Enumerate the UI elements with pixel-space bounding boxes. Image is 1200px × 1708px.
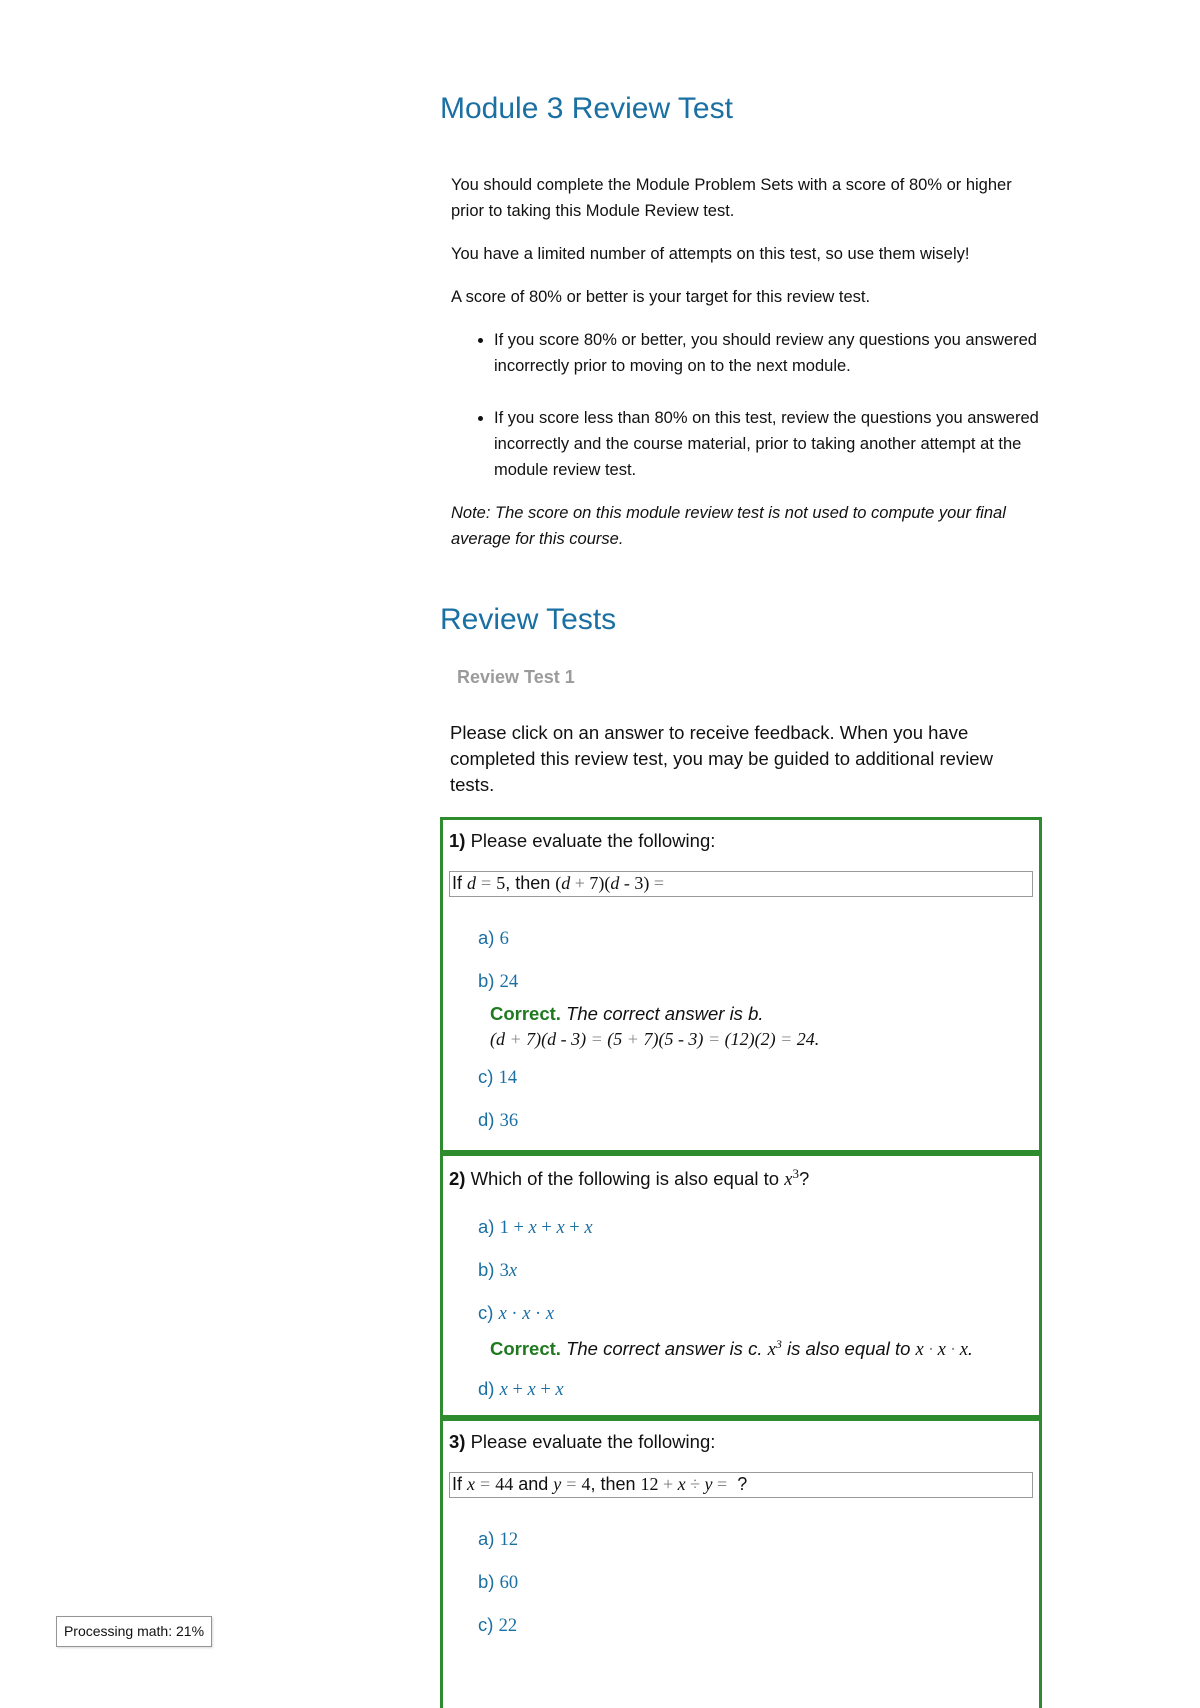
option-letter: b) — [478, 970, 495, 991]
option-answer: 36 — [499, 1111, 519, 1131]
option-letter: a) — [478, 927, 495, 948]
intro-paragraph-2: You have a limited number of attempts on this test, so use them wisely! — [451, 245, 970, 263]
question-card-2 — [440, 1153, 1042, 1418]
intro-bullet-item: • If you score 80% or better, you should review any questions you answered incorrectly prior to moving on to the next module. — [494, 327, 1041, 379]
feedback-work — [490, 1029, 819, 1050]
option-answer: x · x · x — [498, 1304, 555, 1324]
answer-option-d[interactable] — [478, 1378, 564, 1401]
question-prompt-text: Please evaluate the following: — [470, 830, 716, 851]
intro-bullet-list — [451, 327, 1041, 483]
answer-feedback — [490, 1337, 973, 1361]
option-letter: c) — [478, 1066, 494, 1087]
option-letter: b) — [478, 1259, 495, 1280]
expression-text: If d = 5, then (d + 7)(d - 3) = — [452, 873, 665, 893]
option-letter: c) — [478, 1614, 494, 1635]
intro-note: Note: The score on this module review test is not used to compute your final average for this course. — [451, 504, 1006, 548]
option-answer: 12 — [499, 1530, 519, 1550]
feedback-status: Correct. — [490, 1003, 561, 1024]
feedback-work-text: (d + 7)(d - 3) = (5 + 7)(5 - 3) = (12)(2) = 24. — [490, 1029, 820, 1049]
intro-bullet-item: • If you score less than 80% on this test, review the questions you answered incorrectly and the course material, prior to taking another attempt at the module review test. — [494, 405, 1041, 483]
option-letter: d) — [478, 1378, 495, 1399]
answer-option-c[interactable] — [478, 1302, 554, 1325]
question-expression — [449, 871, 1033, 897]
answer-option-c[interactable] — [478, 1614, 517, 1637]
option-letter: d) — [478, 1109, 495, 1130]
question-expression — [449, 1472, 1033, 1498]
option-answer: 6 — [499, 929, 509, 949]
question-card-3 — [440, 1418, 1042, 1708]
answer-option-d[interactable] — [478, 1109, 518, 1132]
intro-paragraph-1: You should complete the Module Problem Sets with a score of 80% or higher prior to taking this Module Review test. — [451, 176, 1012, 220]
question-prompt-text: Please evaluate the following: — [470, 1431, 716, 1452]
feedback-text: The correct answer is b. — [566, 1003, 764, 1024]
option-letter: b) — [478, 1571, 495, 1592]
processing-math-status: Processing math: 21% — [56, 1616, 212, 1647]
question-card-1 — [440, 817, 1042, 1153]
answer-option-b[interactable] — [478, 1259, 517, 1282]
answer-option-a[interactable] — [478, 1216, 593, 1239]
question-prompt — [449, 1166, 809, 1191]
option-answer: x + x + x — [499, 1380, 564, 1400]
option-answer: 24 — [499, 972, 519, 992]
question-prompt-text: Which of the following is also equal to $x^3$? — [470, 1166, 810, 1191]
feedback-status: Correct. — [490, 1338, 561, 1360]
section-title: Review Tests — [440, 603, 617, 636]
question-number: 1) — [449, 830, 466, 851]
page-title: Module 3 Review Test — [440, 92, 733, 125]
feedback-text: The correct answer is c. $x^3$ is also equal to x · x · x. — [566, 1337, 974, 1361]
instructions-text: Please click on an answer to receive feedback. When you have completed this review test, you may be guided to additional review tests. — [450, 722, 993, 795]
question-prompt — [449, 830, 715, 852]
answer-option-b[interactable] — [478, 970, 518, 993]
option-answer: 14 — [498, 1068, 518, 1088]
question-number: 2) — [449, 1168, 466, 1190]
question-prompt — [449, 1431, 715, 1453]
answer-option-c[interactable] — [478, 1066, 517, 1089]
option-letter: c) — [478, 1302, 494, 1323]
answer-option-a[interactable] — [478, 1528, 518, 1551]
expression-text: If x = 44 and y = 4, then 12 + x ÷ y = ? — [452, 1474, 748, 1494]
option-letter: a) — [478, 1216, 495, 1237]
question-number: 3) — [449, 1431, 466, 1452]
intro-section — [451, 172, 1041, 569]
intro-paragraph-3: A score of 80% or better is your target for this review test. — [451, 288, 871, 306]
answer-option-b[interactable] — [478, 1571, 518, 1594]
option-answer: 1 + x + x + x — [499, 1218, 593, 1238]
option-answer: 60 — [499, 1573, 519, 1593]
tab-review-test-1[interactable]: Review Test 1 — [457, 667, 575, 687]
option-answer: 3x — [499, 1261, 518, 1281]
answer-feedback — [490, 1003, 764, 1025]
answer-option-a[interactable] — [478, 927, 509, 950]
option-answer: 22 — [498, 1616, 518, 1636]
option-letter: a) — [478, 1528, 495, 1549]
